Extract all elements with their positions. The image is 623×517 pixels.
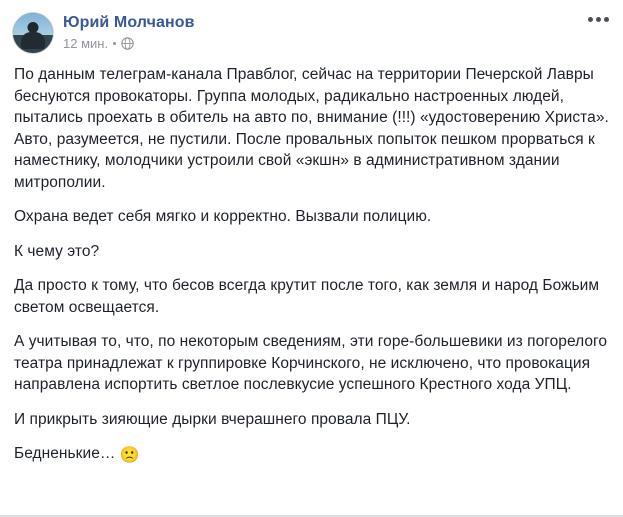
more-options-dot (604, 17, 609, 22)
meta-separator-dot (113, 42, 116, 45)
avatar-person-body (21, 32, 45, 49)
avatar[interactable] (12, 12, 54, 54)
frowning-face-emoji: 🙁 (119, 447, 140, 464)
post-closing-text: Бедненькие… (14, 445, 120, 462)
post-header (0, 0, 623, 54)
more-options-dot (596, 17, 601, 22)
post-body (0, 54, 623, 467)
post-closing-line (14, 443, 609, 467)
post-timestamp[interactable]: 12 мин. (63, 36, 109, 51)
post-paragraph: А учитывая то, что, по некоторым сведениям, эти горе-большевики из погорелого театра принадлежат к группировке Корчинского, не исключено, что провокация направлена испортить светлое послевкусие успешного Крестного хода УПЦ. (14, 333, 608, 393)
globe-icon[interactable] (121, 37, 134, 50)
post-header-text (63, 12, 195, 51)
post-paragraph: К чему это? (14, 242, 100, 260)
more-options-dot (588, 17, 593, 22)
post-author-name[interactable]: Юрий Молчанов (63, 14, 195, 31)
post-paragraph: Да просто к тому, что бесов всегда крутит после того, как земля и народ Божьим светом освещается. (14, 277, 600, 316)
more-options-icon[interactable] (588, 17, 609, 22)
post-meta (63, 36, 195, 51)
post-paragraph: И прикрыть зияющие дырки вчерашнего провала ПЦУ. (14, 410, 411, 428)
post-paragraph: По данным телеграм-канала Правблог, сейчас на территории Печерской Лавры беснуются провокаторы. Группа молодых, радикально настроенных людей, пытались проехать в обитель на авто по, внимание (!!!) «удостоверению Христа». Авто, разумеется, не пустили. После провальных попыток пешком прорваться к наместнику, молодчики устроили свой «экшн» в административном здании митрополии. (14, 66, 609, 191)
post-paragraph: Охрана ведет себя мягко и корректно. Вызвали полицию. (14, 208, 432, 225)
